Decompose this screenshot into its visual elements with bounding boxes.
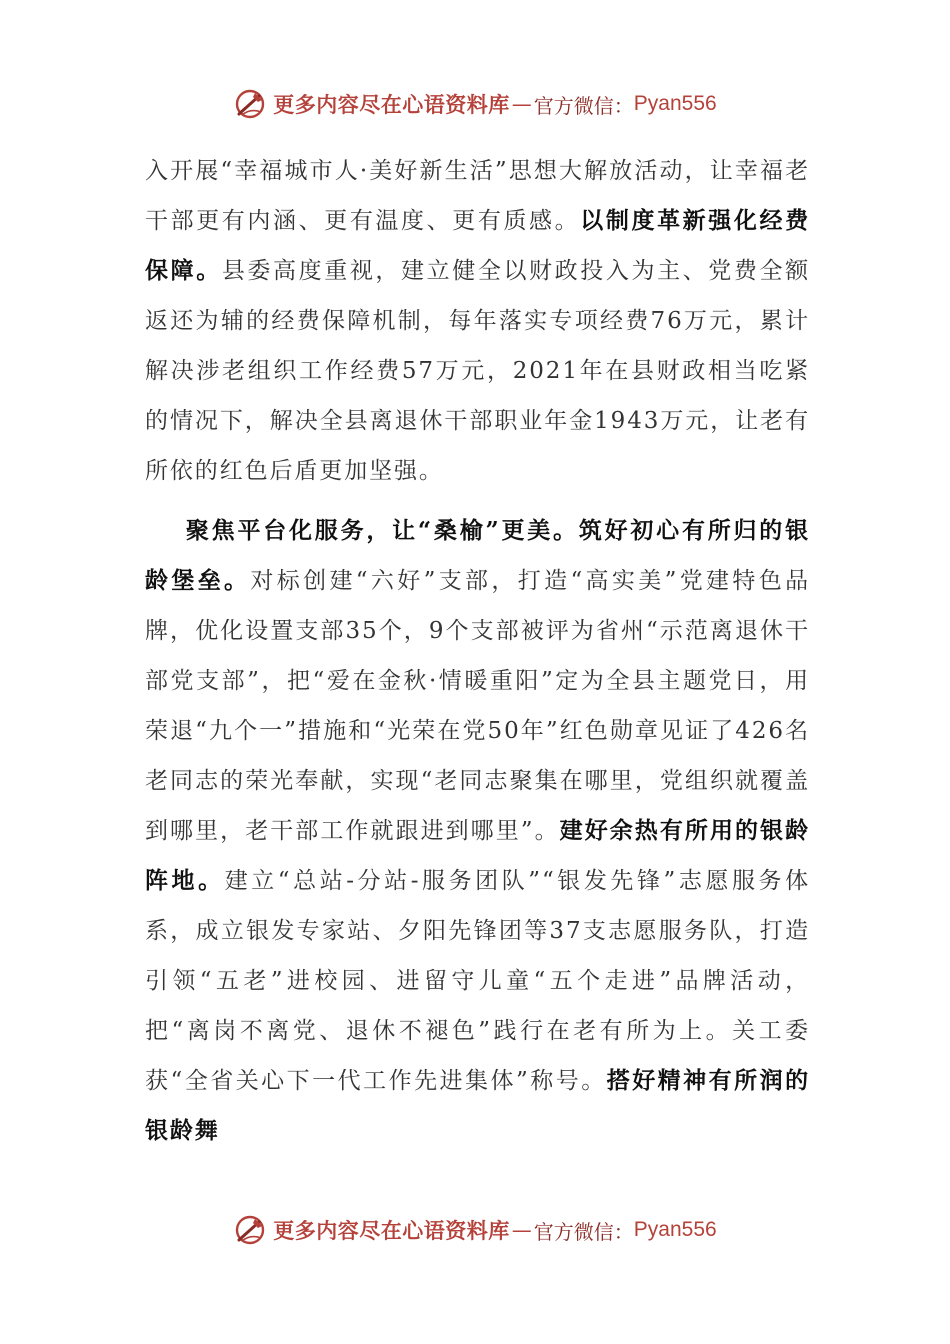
banner-wechat-id: Pyan556 bbox=[633, 92, 717, 115]
footer-banner bbox=[0, 1210, 950, 1250]
pen-logo-icon bbox=[233, 1213, 267, 1247]
paragraph-segment: 入开展“幸福城市人·美好新生活”思想大解放活动，让幸福老干部更有内涵、更有温度、更有质感。 bbox=[145, 158, 810, 234]
banner-wechat-id: Pyan556 bbox=[633, 1218, 717, 1241]
lead-sentence: 搭好精神有所润的银龄舞 bbox=[145, 1067, 811, 1144]
pen-logo-icon bbox=[233, 87, 267, 121]
paragraph-funding bbox=[145, 146, 810, 496]
banner-brand: 更多内容尽在心语资料库 bbox=[273, 92, 510, 117]
document-body bbox=[145, 146, 810, 1156]
banner-label: 官方微信： bbox=[533, 1219, 634, 1244]
banner-dash: — bbox=[511, 1218, 532, 1242]
paragraph-platform-service bbox=[145, 506, 810, 1156]
banner-brand: 更多内容尽在心语资料库 bbox=[273, 1218, 510, 1243]
paragraph-segment: 县委高度重视，建立健全以财政投入为主、党费全额返还为辅的经费保障机制，每年落实专项经费76万元，累计解决涉老组织工作经费57万元，2021年在县财政相当吃紧的情况下，解决全县离退休干部职业年金1943万元，让老有所依的红色后盾更加坚强。 bbox=[145, 258, 810, 484]
lead-sentence: 以制度革新强化经费保障。 bbox=[145, 207, 810, 284]
banner-label: 官方微信： bbox=[533, 93, 634, 118]
paragraph-segment: 建立“总站-分站-服务团队”“银发先锋”志愿服务体系，成立银发专家站、夕阳先锋团等37支志愿服务队，打造引领“五老”进校园、进留守儿童“五个走进”品牌活动，把“离岗不离党、退休不褪色”践行在老有所为上。关工委获“全省关心下一代工作先进集体”称号。 bbox=[145, 868, 810, 1094]
banner-dash: — bbox=[511, 92, 532, 116]
paragraph-segment: 对标创建“六好”支部，打造“高实美”党建特色品牌，优化设置支部35个，9个支部被评为省州“示范离退休干部党支部”，把“爱在金秋·情暖重阳”定为全县主题党日，用荣退“九个一”措施和“光荣在党50年”红色勋章见证了426名老同志的荣光奉献，实现“老同志聚集在哪里，党组织就覆盖到哪里，老干部工作就跟进到哪里”。 bbox=[145, 568, 811, 844]
section-heading: 聚焦平台化服务，让“桑榆”更美。筑好初心有所归的银龄堡垒。 bbox=[145, 517, 810, 594]
header-banner bbox=[0, 84, 950, 124]
lead-sentence: 建好余热有所用的银龄阵地。 bbox=[145, 817, 811, 894]
